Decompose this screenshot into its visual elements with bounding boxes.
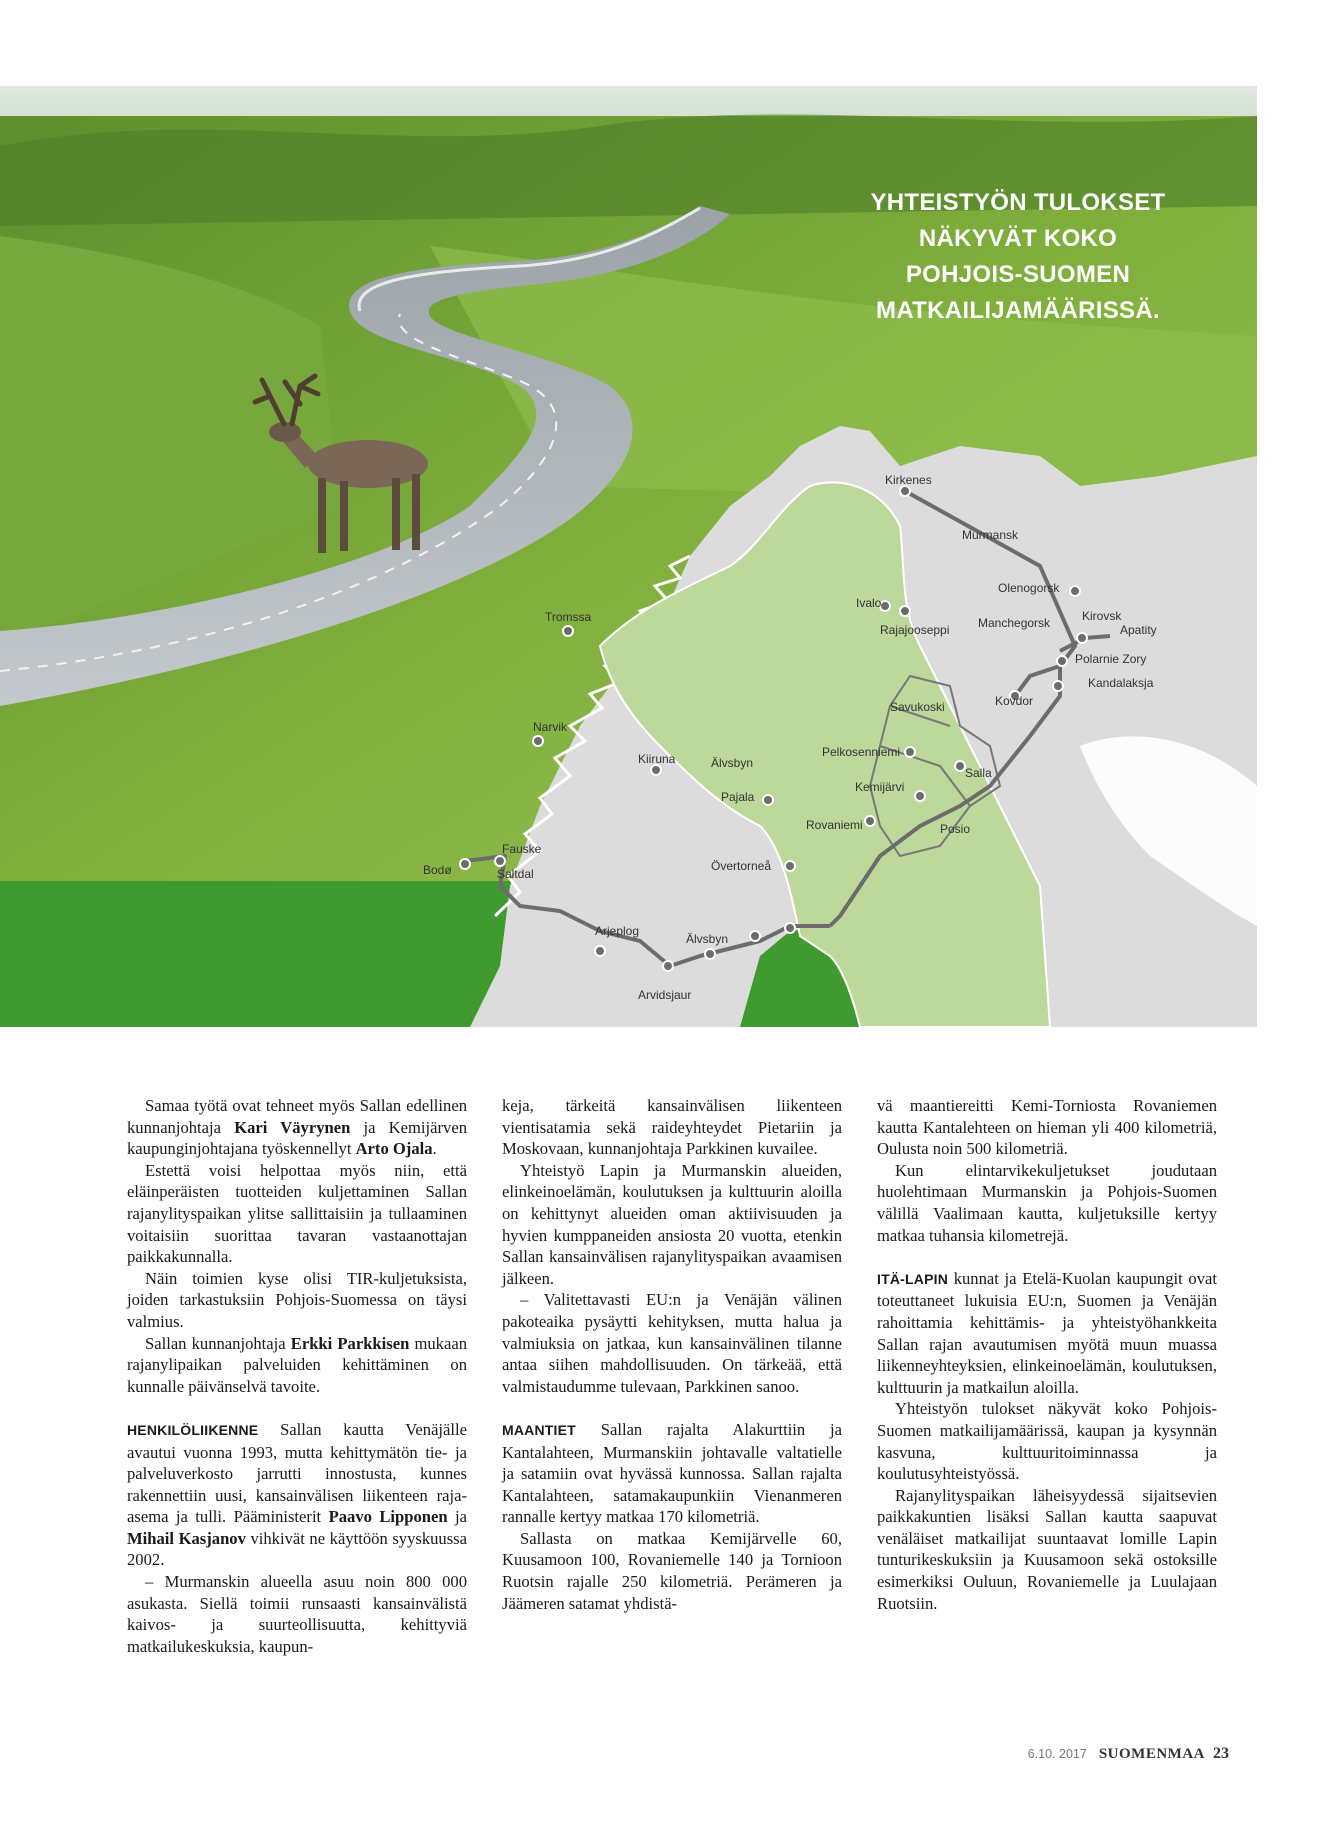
map-label-pelkosenniemi: Pelkosenniemi xyxy=(822,745,901,759)
page-footer xyxy=(1028,1745,1229,1763)
article-column-3 xyxy=(877,1095,1217,1614)
page-number: 23 xyxy=(1213,1745,1229,1762)
col3-paragraph-2: Kun elintarvikekuljetukset joudutaan huolehtimaan Murmanskin ja Pohjois-Suomen välillä Vaalimaan kautta, kuljetuksille kertyy matkaa tuhansia kilometrejä. xyxy=(877,1160,1217,1245)
section-lead-ita-lapin: ITÄ-LAPIN xyxy=(877,1270,949,1287)
map-label-kemijarvi: Kemijärvi xyxy=(855,780,905,794)
col1-paragraph-4: Sallan kunnanjohtaja Erkki Parkkisen mukaan rajanylipaikan palveluiden kehittäminen on kunnalle päivänselvä tavoite. xyxy=(127,1333,467,1396)
map-label-saltdal: Saltdal xyxy=(497,867,534,881)
map-label-murmansk: Murmansk xyxy=(962,528,1019,542)
map-label-ivalo: Ivalo xyxy=(856,596,882,610)
col1-paragraph-1: Samaa työtä ovat tehneet myös Sallan edellinen kunnanjohtaja Kari Väyrynen ja Kemijärven kaupunginjohtajana työskennellyt Arto Ojala. xyxy=(127,1096,467,1159)
article-body xyxy=(0,1095,1341,1695)
map-label-rajajooseppi: Rajajooseppi xyxy=(880,623,950,637)
map-label-bodo: Bodø xyxy=(423,863,452,877)
map-label-alvsbyn-south: Älvsbyn xyxy=(686,932,729,946)
section-lead-henkiloliikenne: HENKILÖLIIKENNE xyxy=(127,1421,259,1438)
map-label-manchegorsk: Manchegorsk xyxy=(978,616,1051,630)
map-label-kiiruna: Kiiruna xyxy=(638,752,676,766)
col2-paragraph-4: MAANTIET Sallan rajalta Alakurttiin ja Kantalahteen, Murmanskiin johtavalle valtatielle ja satamiin ovat hyvässä kunnossa. Sallan rajalta Kantalahteen, satamakaupunkiin Vienanmeren rannalle kertyy matkaa 170 kilometriä. xyxy=(502,1419,842,1527)
issue-date: 6.10. 2017 xyxy=(1027,1747,1087,1761)
map-label-alvsbyn-north: Älvsbyn xyxy=(711,756,754,770)
map-label-arvidsjaur: Arvidsjaur xyxy=(638,988,692,1002)
map-label-polarnie-zory: Polarnie Zory xyxy=(1075,652,1147,666)
col3-paragraph-1: vä maantiereitti Kemi-Torniosta Rovaniemen kautta Kantalehteen on hieman yli 400 kilometriä, Oulusta noin 500 kilometriä. xyxy=(877,1096,1217,1159)
col3-paragraph-5: Rajanylityspaikan läheisyydessä sijaitsevien paikkakuntien lisäksi Sallan kautta saapuvat venäläiset matkailijat suuntaavat lomille Lapin tunturikeskuksiin ja Kuusamoon sekä ostoksille esimerkiksi Ouluun, Rovaniemelle ja Luulajaan Ruotsiin. xyxy=(877,1485,1217,1613)
map-label-narvik: Narvik xyxy=(533,720,568,734)
section-lead-maantiet: MAANTIET xyxy=(502,1421,576,1438)
map-label-pajala: Pajala xyxy=(721,790,755,804)
map-label-savukoski: Savukoski xyxy=(890,700,945,714)
col3-paragraph-4: Yhteistyön tulokset näkyvät koko Pohjois-Suomen matkailijamäärissä, kaupan ja kysynnän kasvuna, kulttuuritoiminnassa ja koulutusyhteistyössä. xyxy=(877,1399,1217,1484)
map-label-arjeplog: Arjeplog xyxy=(595,924,640,938)
map-label-kovdor: Kovdor xyxy=(995,694,1034,708)
article-column-2 xyxy=(502,1095,842,1614)
col2-paragraph-2: Yhteistyö Lapin ja Murmanskin alueiden, elinkeinoelämän, koulutuksen ja kulttuurin aloilla on kehittynyt alueiden oman aktiivisuuden ja hyvien kumppaneiden ansiosta 20 vuotta, etenkin Sallan kansainvälisen rajanylityspaikan avaamisen jälkeen. xyxy=(502,1160,842,1288)
map-label-kirkenes: Kirkenes xyxy=(885,473,932,487)
col2-paragraph-3: – Valitettavasti EU:n ja Venäjän välinen pakoteaika pysäytti kehityksen, mutta halua ja valmiuksia on jatkaa, kun kansainvälinen tilanne antaa siihen mahdollisuuden. On tärkeää, että valmistaudumme tulevaan, Parkkinen sanoo. xyxy=(502,1290,842,1396)
map-label-kandalaksja: Kandalaksja xyxy=(1088,676,1154,690)
article-column-1 xyxy=(127,1095,467,1657)
map-label-kirovsk: Kirovsk xyxy=(1082,609,1122,623)
map-label-fauske: Fauske xyxy=(502,842,542,856)
map-label-salla: Salla xyxy=(965,766,992,780)
map-label-tromssa: Tromssa xyxy=(545,610,592,624)
map-label-olenogorsk: Olenogorsk xyxy=(998,581,1060,595)
col1-paragraph-5: HENKILÖLIIKENNE Sallan kautta Venäjälle avautui vuonna 1993, mutta kehittymätön tie- ja palveluverkosto jarrutti innostusta, kunnes rakennettiin uusi, kansainvälisen liikenteen raja-asema ja tulli. Pääministerit Paavo Lipponen ja Mihail Kasjanov vihkivät ne käyttöön syyskuussa 2002. xyxy=(127,1419,468,1570)
pull-quote-line-4: MATKAILIJAMÄÄRISSÄ. xyxy=(876,297,1160,324)
pull-quote-line-1: YHTEISTYÖN TULOKSET xyxy=(870,189,1166,216)
col3-paragraph-3: ITÄ-LAPIN kunnat ja Etelä-Kuolan kaupungit ovat toteuttaneet lukuisia EU:n, Suomen ja Venäjän rahoittamia kehittämis- ja yhteistyöhankkeita Sallan rajan avautumisen myötä muun muassa liikenneyhteyksien, elinkeinoelämän, koulutuksen, kulttuurin ja matkailun aloilla. xyxy=(877,1268,1217,1397)
hero-illustration xyxy=(0,86,1257,1027)
col1-paragraph-6: – Murmanskin alueella asuu noin 800 000 asukasta. Siellä toimii runsaasti kansainvälistä kaivos- ja suurteollisuutta, kehittyviä matkailukeskuksia, kaupun- xyxy=(127,1572,467,1656)
map-label-overtornea: Övertorneå xyxy=(711,859,772,873)
map-label-rovaniemi: Rovaniemi xyxy=(806,818,863,832)
map-label-posio: Posio xyxy=(940,822,971,836)
col1-paragraph-2: Estettä voisi helpottaa myös niin, että eläinperäisten tuotteiden kuljettaminen Sallan rajanylityspaikan ylitse sallittaisiin ja tullaaminen voitaisiin suorittaa tavaran vastaanottajan paikkakunnalla. xyxy=(127,1160,467,1267)
col2-paragraph-5: Sallasta on matkaa Kemijärvelle 60, Kuusamoon 100, Rovaniemelle 140 ja Tornioon Ruotsin rajalle 250 kilometriä. Perämeren ja Jäämeren satamat yhdistä- xyxy=(502,1528,842,1613)
col1-paragraph-3: Näin toimien kyse olisi TIR-kuljetuksista, joiden tarkastuksiin Pohjois-Suomessa on täysi valmius. xyxy=(127,1268,467,1331)
col2-paragraph-1: keja, tärkeitä kansainvälisen liikenteen vientisatamia sekä raideyhteydet Pietariin ja Moskovaan, kunnanjohtaja Parkkinen kuvailee. xyxy=(502,1096,842,1159)
pull-quote-line-2: NÄKYVÄT KOKO xyxy=(918,225,1118,252)
magazine-name: SUOMENMAA xyxy=(1098,1746,1205,1762)
map-label-apatity: Apatity xyxy=(1120,623,1157,637)
pull-quote-line-3: POHJOIS-SUOMEN xyxy=(905,261,1131,288)
hero-image xyxy=(0,86,1257,1027)
